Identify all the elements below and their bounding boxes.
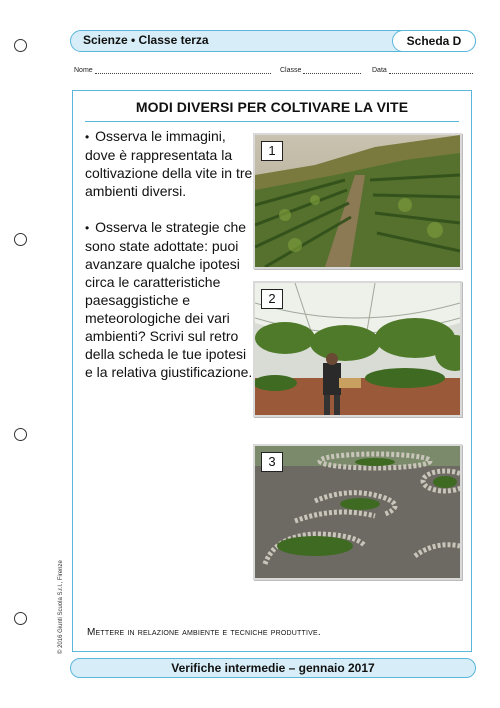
class-field[interactable]	[280, 66, 361, 74]
binder-hole	[14, 428, 27, 441]
image-number: 2	[261, 289, 283, 309]
date-line	[389, 66, 473, 74]
instructions	[85, 127, 257, 399]
scheda-label: Scheda D	[392, 30, 476, 52]
learning-objective: Mettere in relazione ambiente e tecniche produttive.	[87, 627, 321, 638]
name-label: Nome	[74, 67, 93, 74]
instruction-text: Osserva le immagini, dove è rappresentata la coltivazione della vite in tre ambienti diversi.	[85, 128, 253, 199]
content-box	[72, 90, 472, 652]
name-line	[95, 66, 271, 74]
bullet-icon: •	[85, 221, 90, 235]
greenhouse-vineyard-photo	[253, 281, 462, 417]
bullet-icon: •	[85, 130, 90, 144]
image-number: 1	[261, 141, 283, 161]
instruction-text: Osserva le strategie che sono state adottate: puoi avanzare qualche ipotesi circa le caratteristiche paesaggistiche e meteorologiche dei vari ambienti? Scrivi sul retro della scheda le tue ipotesi e la relativa giustificazione.	[85, 219, 253, 380]
hillside-vineyard-photo	[253, 133, 462, 269]
header-title: Scienze • Classe terza	[83, 33, 209, 47]
greenhouse-vineyard-image	[255, 283, 460, 415]
stone-wall-vines-photo	[253, 444, 462, 580]
header-bar	[70, 30, 476, 52]
stone-wall-vines-image	[255, 446, 460, 578]
student-fields	[74, 66, 474, 80]
class-label: Classe	[280, 67, 302, 74]
hillside-vineyard-image	[255, 135, 460, 267]
title-divider	[85, 121, 459, 122]
footer-bar: Verifiche intermedie – gennaio 2017	[70, 658, 476, 678]
copyright-note: © 2016 Giunti Scuola S.r.l., Firenze	[58, 560, 64, 654]
binder-hole	[14, 233, 27, 246]
name-field[interactable]	[74, 66, 271, 74]
image-number: 3	[261, 452, 283, 472]
date-field[interactable]	[372, 66, 473, 74]
date-label: Data	[372, 67, 387, 74]
class-line	[303, 66, 361, 74]
instruction-paragraph	[85, 127, 257, 200]
instruction-paragraph	[85, 218, 257, 381]
page-title: MODI DIVERSI PER COLTIVARE LA VITE	[135, 99, 409, 115]
binder-hole	[14, 612, 27, 625]
binder-hole	[14, 39, 27, 52]
